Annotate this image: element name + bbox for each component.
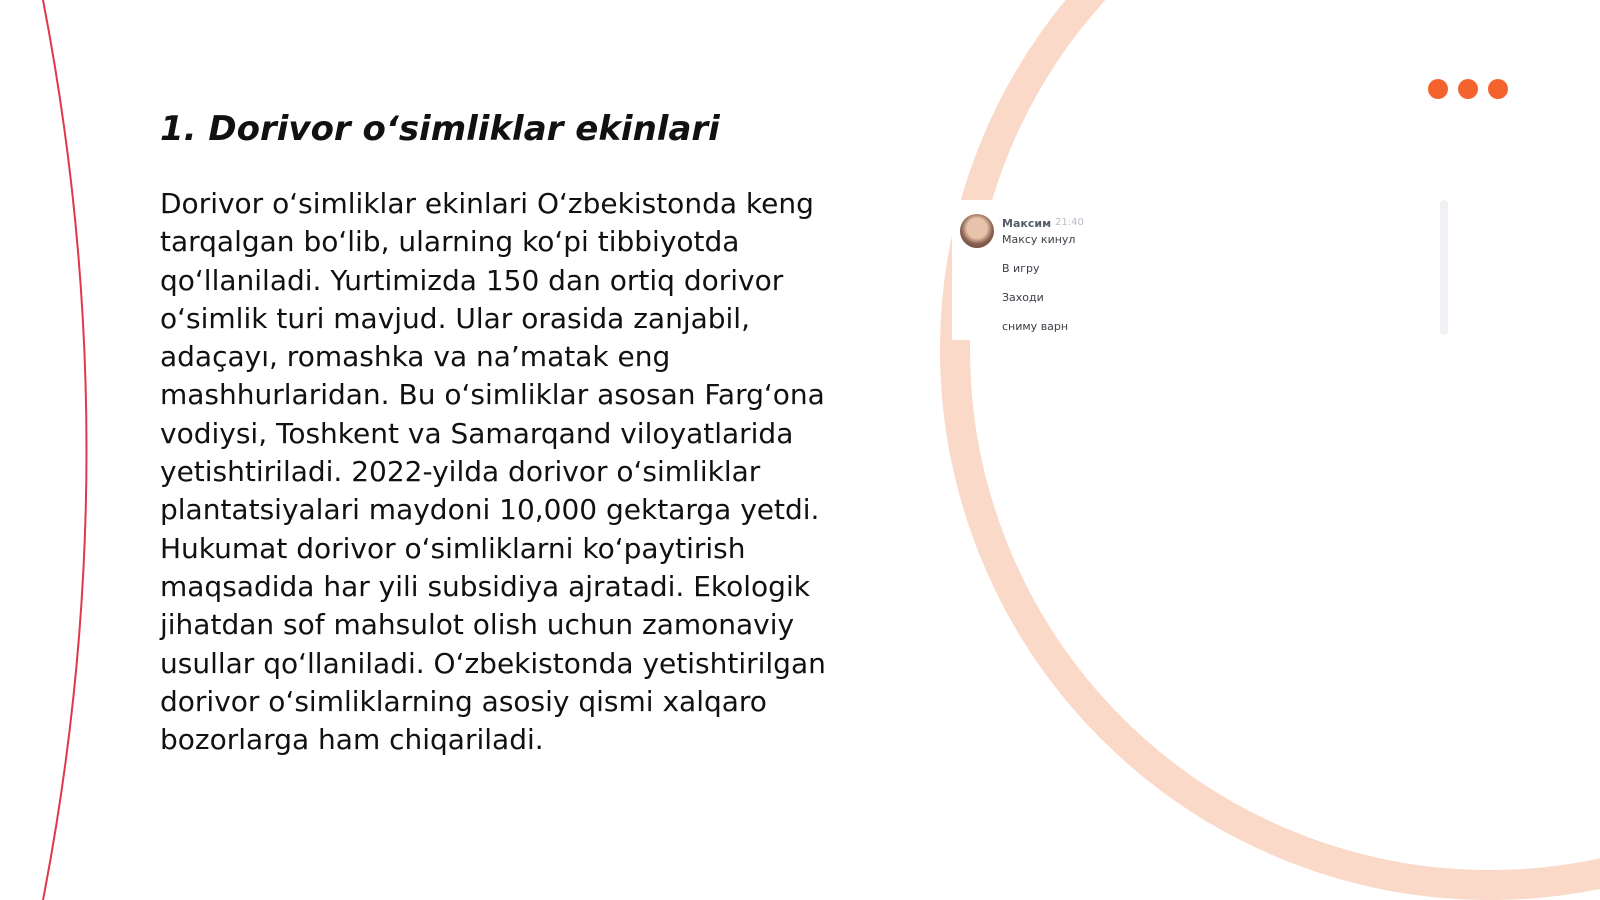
chat-author: Максим [1002, 217, 1052, 230]
dot-1 [1428, 79, 1448, 99]
dot-2 [1458, 79, 1478, 99]
menu-dots-icon[interactable] [1428, 79, 1508, 99]
chat-message: Заходи [1002, 291, 1044, 304]
left-red-curve [43, 0, 87, 900]
avatar [960, 214, 994, 248]
chat-timestamp: 21:40 [1055, 217, 1084, 228]
chat-message: сниму варн [1002, 320, 1069, 333]
slide-title: 1. Dorivor o‘simliklar ekinlari [160, 109, 720, 149]
body-paragraph: Dorivor o‘simliklar ekinlari O‘zbekistonda keng tarqalgan bo‘lib, ularning ko‘pi tibbiyotda qo‘llaniladi. Yurtimizda 150 dan ortiq dorivor o‘simlik turi mavjud. Ular orasida zanjabil, adaçayı, romashka va na’matak eng mashhurlaridan. Bu o‘simliklar asosan Farg‘ona vodiysi, Toshkent va Samarqand viloyatlarida yetishtiriladi. 2022-yilda dorivor o‘simliklar plantatsiyalari maydoni 10,000 gektarga yetdi. Hukumat dorivor o‘simliklarni ko‘paytirish maqsadida har yili subsidiya ajratadi. Ekologik jihatdan sof mahsulot olish uchun zamonaviy usullar qo‘llaniladi. O‘zbekistonda yetishtirilgan dorivor o‘simliklarning asosiy qismi xalqaro bozorlarga ham chiqariladi. [160, 187, 826, 757]
chat-message: Максу кинул [1002, 233, 1076, 246]
peach-ring [955, 0, 1600, 885]
chat-message: В игру [1002, 262, 1040, 275]
dot-3 [1488, 79, 1508, 99]
chat-scrollbar[interactable] [1440, 200, 1448, 335]
chat-screenshot [952, 200, 1452, 340]
